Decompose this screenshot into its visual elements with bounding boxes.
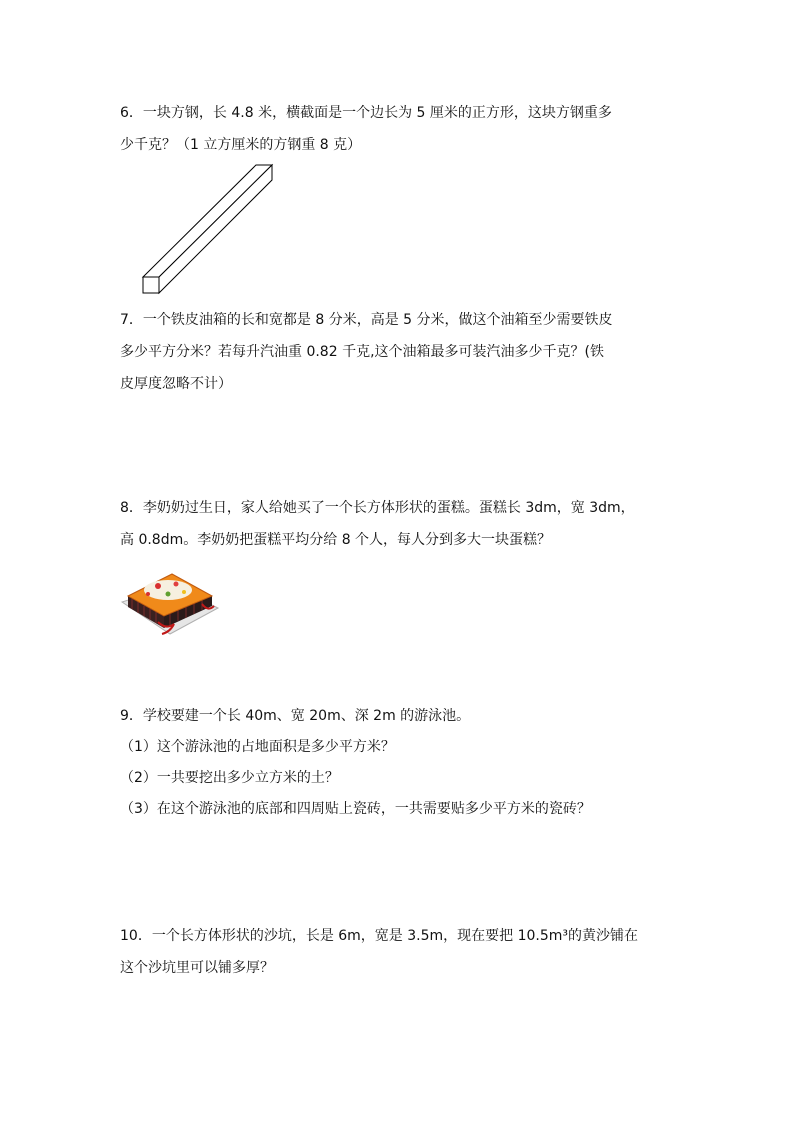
question-9-stem: 9．学校要建一个长 40m、宽 20m、深 2m 的游泳池。 xyxy=(120,708,471,724)
steel-bar-figure xyxy=(140,162,276,296)
question-8 xyxy=(120,492,680,556)
question-7-line-3: 皮厚度忽略不计） xyxy=(120,376,232,392)
question-9-part-2: （2）一共要挖出多少立方米的土？ xyxy=(120,770,339,786)
question-10-line-1: 10．一个长方体形状的沙坑，长是 6m，宽是 3.5m，现在要把 10.5m³的黄沙铺在 xyxy=(120,928,639,944)
question-6-line-1: 6．一块方钢，长 4.8 米，横截面是一个边长为 5 厘米的正方形，这块方钢重多 xyxy=(120,105,612,121)
question-8-line-2: 高 0.8dm。李奶奶把蛋糕平均分给 8 个人，每人分到多大一块蛋糕？ xyxy=(120,532,552,548)
question-9-part-3: （3）在这个游泳池的底部和四周贴上瓷砖，一共需要贴多少平方米的瓷砖？ xyxy=(120,801,591,817)
question-9-part-1: （1）这个游泳池的占地面积是多少平方米？ xyxy=(120,739,395,755)
question-6-line-2: 少千克？（1 立方厘米的方钢重 8 克） xyxy=(120,137,362,153)
question-9 xyxy=(120,701,680,825)
birthday-cake-image xyxy=(118,560,222,636)
question-10-line-2: 这个沙坑里可以铺多厚？ xyxy=(120,960,274,976)
question-6 xyxy=(120,97,680,161)
question-7 xyxy=(120,304,680,400)
question-8-line-1: 8．李奶奶过生日，家人给她买了一个长方体形状的蛋糕。蛋糕长 3dm，宽 3dm， xyxy=(120,500,635,516)
question-7-line-2: 多少平方分米？若每升汽油重 0.82 千克,这个油箱最多可装汽油多少千克？(铁 xyxy=(120,344,604,360)
question-10 xyxy=(120,920,680,984)
question-7-line-1: 7．一个铁皮油箱的长和宽都是 8 分米，高是 5 分米，做这个油箱至少需要铁皮 xyxy=(120,312,613,328)
